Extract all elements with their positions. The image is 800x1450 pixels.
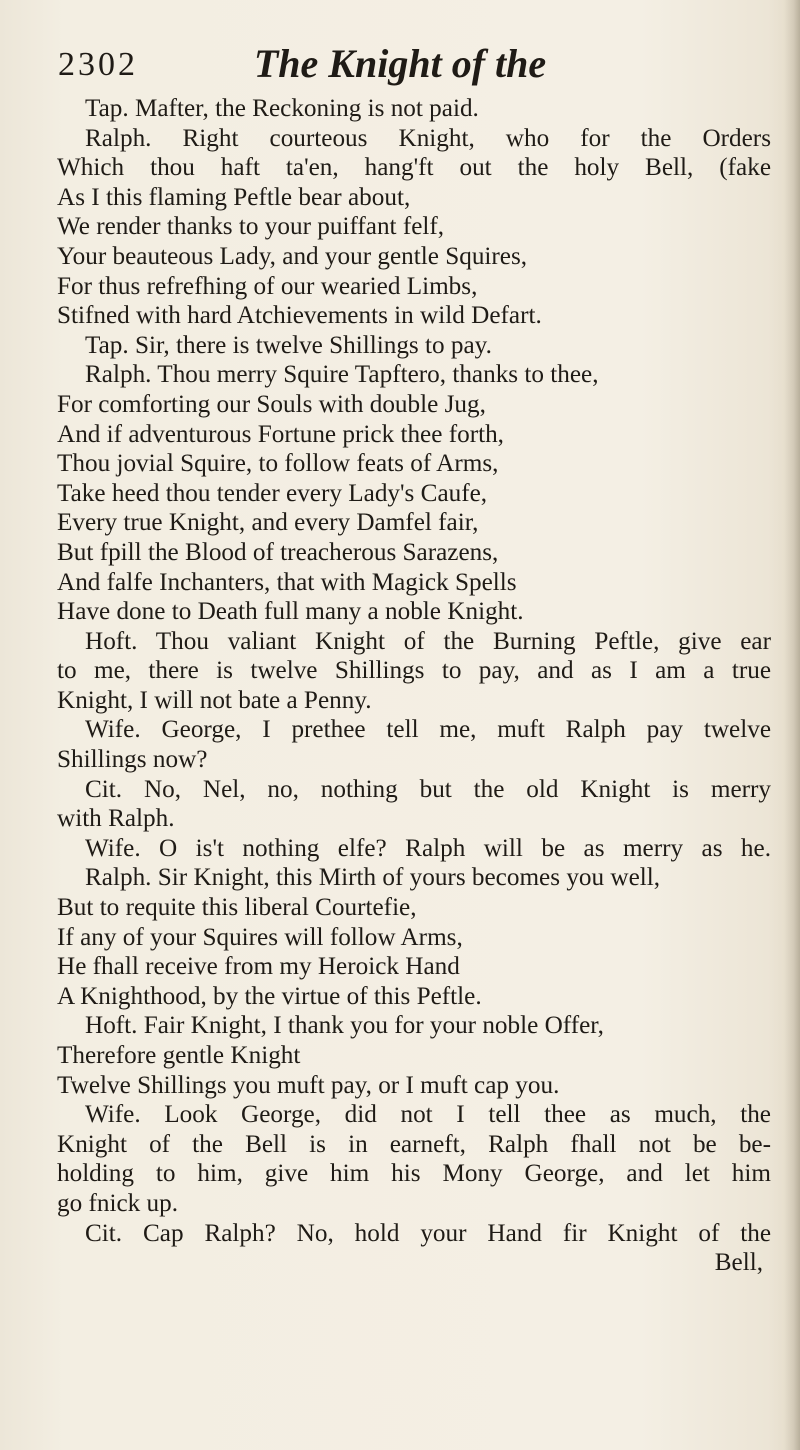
text-line: Have done to Death full many a noble Knight.	[57, 598, 524, 626]
text-line: But fpill the Blood of treacherous Sarazens,	[57, 538, 499, 566]
text-line: Your beauteous Lady, and your gentle Squires,	[57, 242, 528, 270]
text-line: Hoft. Thou valiant Knight of the Burning Peftle, give ear	[85, 627, 771, 655]
text-line: Shillings now?	[57, 746, 208, 774]
text-line: He fhall receive from my Heroick Hand	[57, 953, 460, 981]
text-line: Ralph. Thou merry Squire Tapftero, thanks to thee,	[85, 361, 599, 389]
text-line: For thus refrefhing of our wearied Limbs,	[57, 272, 478, 300]
text-line: Ralph. Right courteous Knight, who for the Orders	[85, 124, 771, 152]
text-line: Wife. O is't nothing elfe? Ralph will be as merry as he.	[85, 834, 771, 862]
text-line: Take heed thou tender every Lady's Caufe,	[57, 479, 488, 507]
text-line: Bell,	[714, 1249, 763, 1277]
text-line: Thou jovial Squire, to follow feats of Arms,	[57, 450, 499, 478]
text-line: But to requite this liberal Courtefie,	[57, 894, 417, 922]
running-title: The Knight of the	[253, 41, 547, 86]
text-line: Tap. Mafter, the Reckoning is not paid.	[85, 95, 479, 122]
text-line: We render thanks to your puiffant felf,	[57, 213, 445, 241]
text-line: Which thou haft ta'en, hang'ft out the holy Bell, (fake	[57, 154, 771, 182]
text-line: Cit. No, Nel, no, nothing but the old Knight is merry	[85, 775, 771, 803]
text-line: Wife. George, I prethee tell me, muft Ralph pay twelve	[85, 716, 771, 744]
text-line: Ralph. Sir Knight, this Mirth of yours becomes you well,	[85, 864, 661, 892]
text-line: Knight of the Bell is in earneft, Ralph fhall not be be-	[57, 1130, 771, 1158]
page-edge-shadow	[784, 0, 800, 1450]
text-line: For comforting our Souls with double Jug,	[57, 390, 486, 418]
text-line: And if adventurous Fortune prick thee forth,	[57, 420, 504, 448]
text-line: Every true Knight, and every Damfel fair,	[57, 509, 479, 537]
text-line: Wife. Look George, did not I tell thee as much, the	[85, 1101, 771, 1129]
text-line: As I this flaming Peftle bear about,	[57, 183, 411, 211]
text-line: holding to him, give him his Mony George, and let him	[57, 1160, 771, 1188]
text-line: Tap. Sir, there is twelve Shillings to pay.	[85, 331, 492, 359]
text-line: Knight, I will not bate a Penny.	[57, 686, 372, 714]
text-line: to me, there is twelve Shillings to pay, and as I am a true	[57, 657, 771, 685]
text-line: Therefore gentle Knight	[57, 1042, 301, 1069]
text-line: Twelve Shillings you muft pay, or I muft cap you.	[57, 1071, 560, 1099]
text-line: If any of your Squires will follow Arms,	[57, 923, 463, 951]
text-line: Stifned with hard Atchievements in wild Defart.	[57, 302, 542, 330]
page-number: 2302	[58, 46, 138, 83]
text-line: Hoft. Fair Knight, I thank you for your noble Offer,	[85, 1012, 604, 1040]
text-line: And falfe Inchanters, that with Magick Spells	[57, 568, 517, 596]
text-line: go fnick up.	[57, 1189, 179, 1217]
page-header	[40, 38, 760, 94]
text-line: with Ralph.	[57, 805, 175, 833]
text-line: Cit. Cap Ralph? No, hold your Hand fir Knight of the	[85, 1219, 771, 1247]
play-text	[57, 94, 771, 1278]
text-line: A Knighthood, by the virtue of this Peftle.	[57, 982, 482, 1010]
